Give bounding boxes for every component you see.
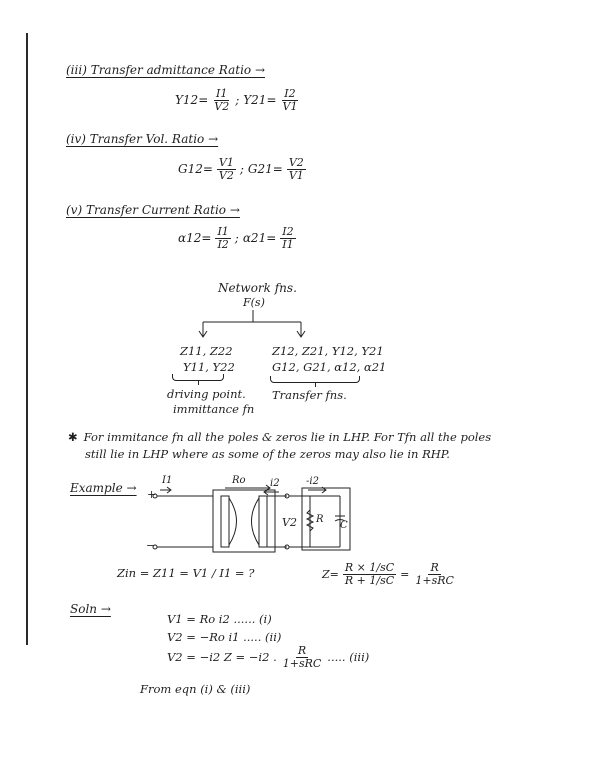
a12-label: α12= [178,231,212,246]
a12-fraction: $\frac{I1}{I2}$ [217,225,229,251]
heading-transfer-admittance: (iii) Transfer admittance Ratio → [66,63,266,77]
solution-eq3 [167,645,369,669]
circuit-c-label: C [340,520,348,531]
z-simplified-fraction: $\frac{R}{\text{1+sRC}}$ [415,561,454,587]
a21-fraction: $\frac{I2}{I1}$ [282,225,294,251]
heading-transfer-current: (v) Transfer Current Ratio → [66,203,240,217]
circuit-i2-label: i2 [270,478,280,489]
circuit-ro-label: Ro [232,475,246,486]
z-fraction: $\frac{R \times 1/sC}{R + 1/sC}$ [344,561,395,587]
circuit-neg-i2-label: -i2 [306,476,319,487]
g21-label: G21= [247,162,283,177]
circuit-r-label: R [316,514,324,525]
tree-root-title: Network fns. [218,281,297,295]
tree-left-caption2: immittance fn [173,402,255,416]
separator: ; [239,162,244,177]
z-equation [322,562,456,586]
solution-eq1: V1 = Ro i2 ...... (i) [167,612,272,626]
asterisk-bullet-icon: ✱ [68,430,78,444]
zin-equation: Zin = Z11 = V1 / I1 = ? [117,566,255,580]
tree-left-line2: Y11, Y22 [183,360,235,374]
y12-label: Y12= [175,93,209,108]
g12-label: G12= [178,162,213,177]
z-label: Z= [322,567,339,581]
equals: = [400,567,410,581]
tree-right-caption: Transfer fns. [272,388,347,402]
note-text-1: For immitance fn all the poles & zeros lie in LHP. For Tfn all the poles [83,430,492,444]
tree-root-fs: F(s) [243,296,265,309]
g12-fraction: $\frac{V1}{V2}$ [218,156,234,182]
circuit-minus-label: − [146,539,156,552]
eq3-lhs: V2 = −i2 Z = −i2 . [167,650,277,665]
y12-fraction: $\frac{I1}{V2}$ [214,87,230,113]
solution-from-text: From eqn (i) & (iii) [140,682,251,696]
a21-label: α21= [242,231,277,246]
y21-label: Y21= [243,93,277,108]
note-line2: still lie in LHP where as some of the zeros may also lie in RHP. [85,447,450,461]
heading-example: Example → [70,481,137,495]
solution-eq2: V2 = −Ro i1 ..... (ii) [167,630,282,644]
separator: ; [234,231,239,246]
heading-solution: Soln → [70,602,111,616]
eq3-fraction: $\frac{R}{\text{1+sRC}}$ [282,644,322,670]
circuit-i1-label: I1 [162,475,173,486]
tree-right-line1: Z12, Z21, Y12, Y21 [272,344,384,358]
separator: ; [235,93,240,108]
circuit-v2-label: V2 [282,516,297,529]
tree-right-line2: G12, G21, α12, α21 [272,360,387,374]
tree-left-line1: Z11, Z22 [180,344,233,358]
circuit-plus-label: + [147,488,157,501]
y21-fraction: $\frac{I2}{V1}$ [282,87,298,113]
tree-left-caption1: driving point. [167,387,246,401]
heading-transfer-voltage: (iv) Transfer Vol. Ratio → [66,132,219,146]
g21-fraction: $\frac{V2}{V1}$ [288,156,304,182]
eq3-tag: ..... (iii) [327,650,370,665]
